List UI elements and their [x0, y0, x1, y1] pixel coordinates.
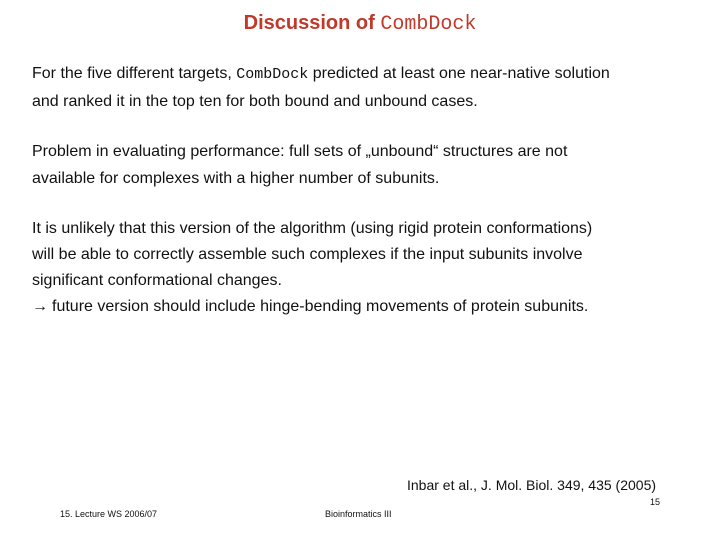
title-code: CombDock: [380, 13, 477, 36]
code-run: CombDock: [236, 66, 309, 83]
paragraph-line: [32, 60, 702, 88]
citation: Inbar et al., J. Mol. Biol. 349, 435 (2005): [407, 477, 657, 493]
page-number: 15: [650, 497, 661, 507]
paragraph-line: Problem in evaluating performance: full sets of „unbound“ structures are not: [32, 143, 568, 160]
paragraph-results: [32, 60, 702, 115]
footer-course: Bioinformatics III: [325, 509, 392, 519]
paragraph-line: available for complexes with a higher number of subunits.: [32, 170, 440, 187]
title-text: Discussion of: [243, 12, 381, 34]
paragraph-limitation: [32, 216, 702, 320]
right-arrow-icon: →: [32, 298, 48, 315]
text-run: For the five different targets,: [32, 65, 237, 82]
paragraph-line: and ranked it in the top ten for both bound and unbound cases.: [32, 93, 478, 110]
text-run: predicted at least one near-native solution: [308, 65, 610, 82]
footer-lecture: 15. Lecture WS 2006/07: [60, 509, 158, 519]
paragraph-line: significant conformational changes.: [32, 272, 282, 289]
slide-title: [0, 12, 720, 36]
text-run: future version should include hinge-bending movements of protein subunits.: [52, 298, 589, 315]
paragraph-line: [32, 294, 702, 320]
paragraph-line: will be able to correctly assemble such complexes if the input subunits involve: [32, 246, 583, 263]
paragraph-line: It is unlikely that this version of the algorithm (using rigid protein conformations): [32, 220, 593, 237]
paragraph-problem: [32, 138, 702, 192]
